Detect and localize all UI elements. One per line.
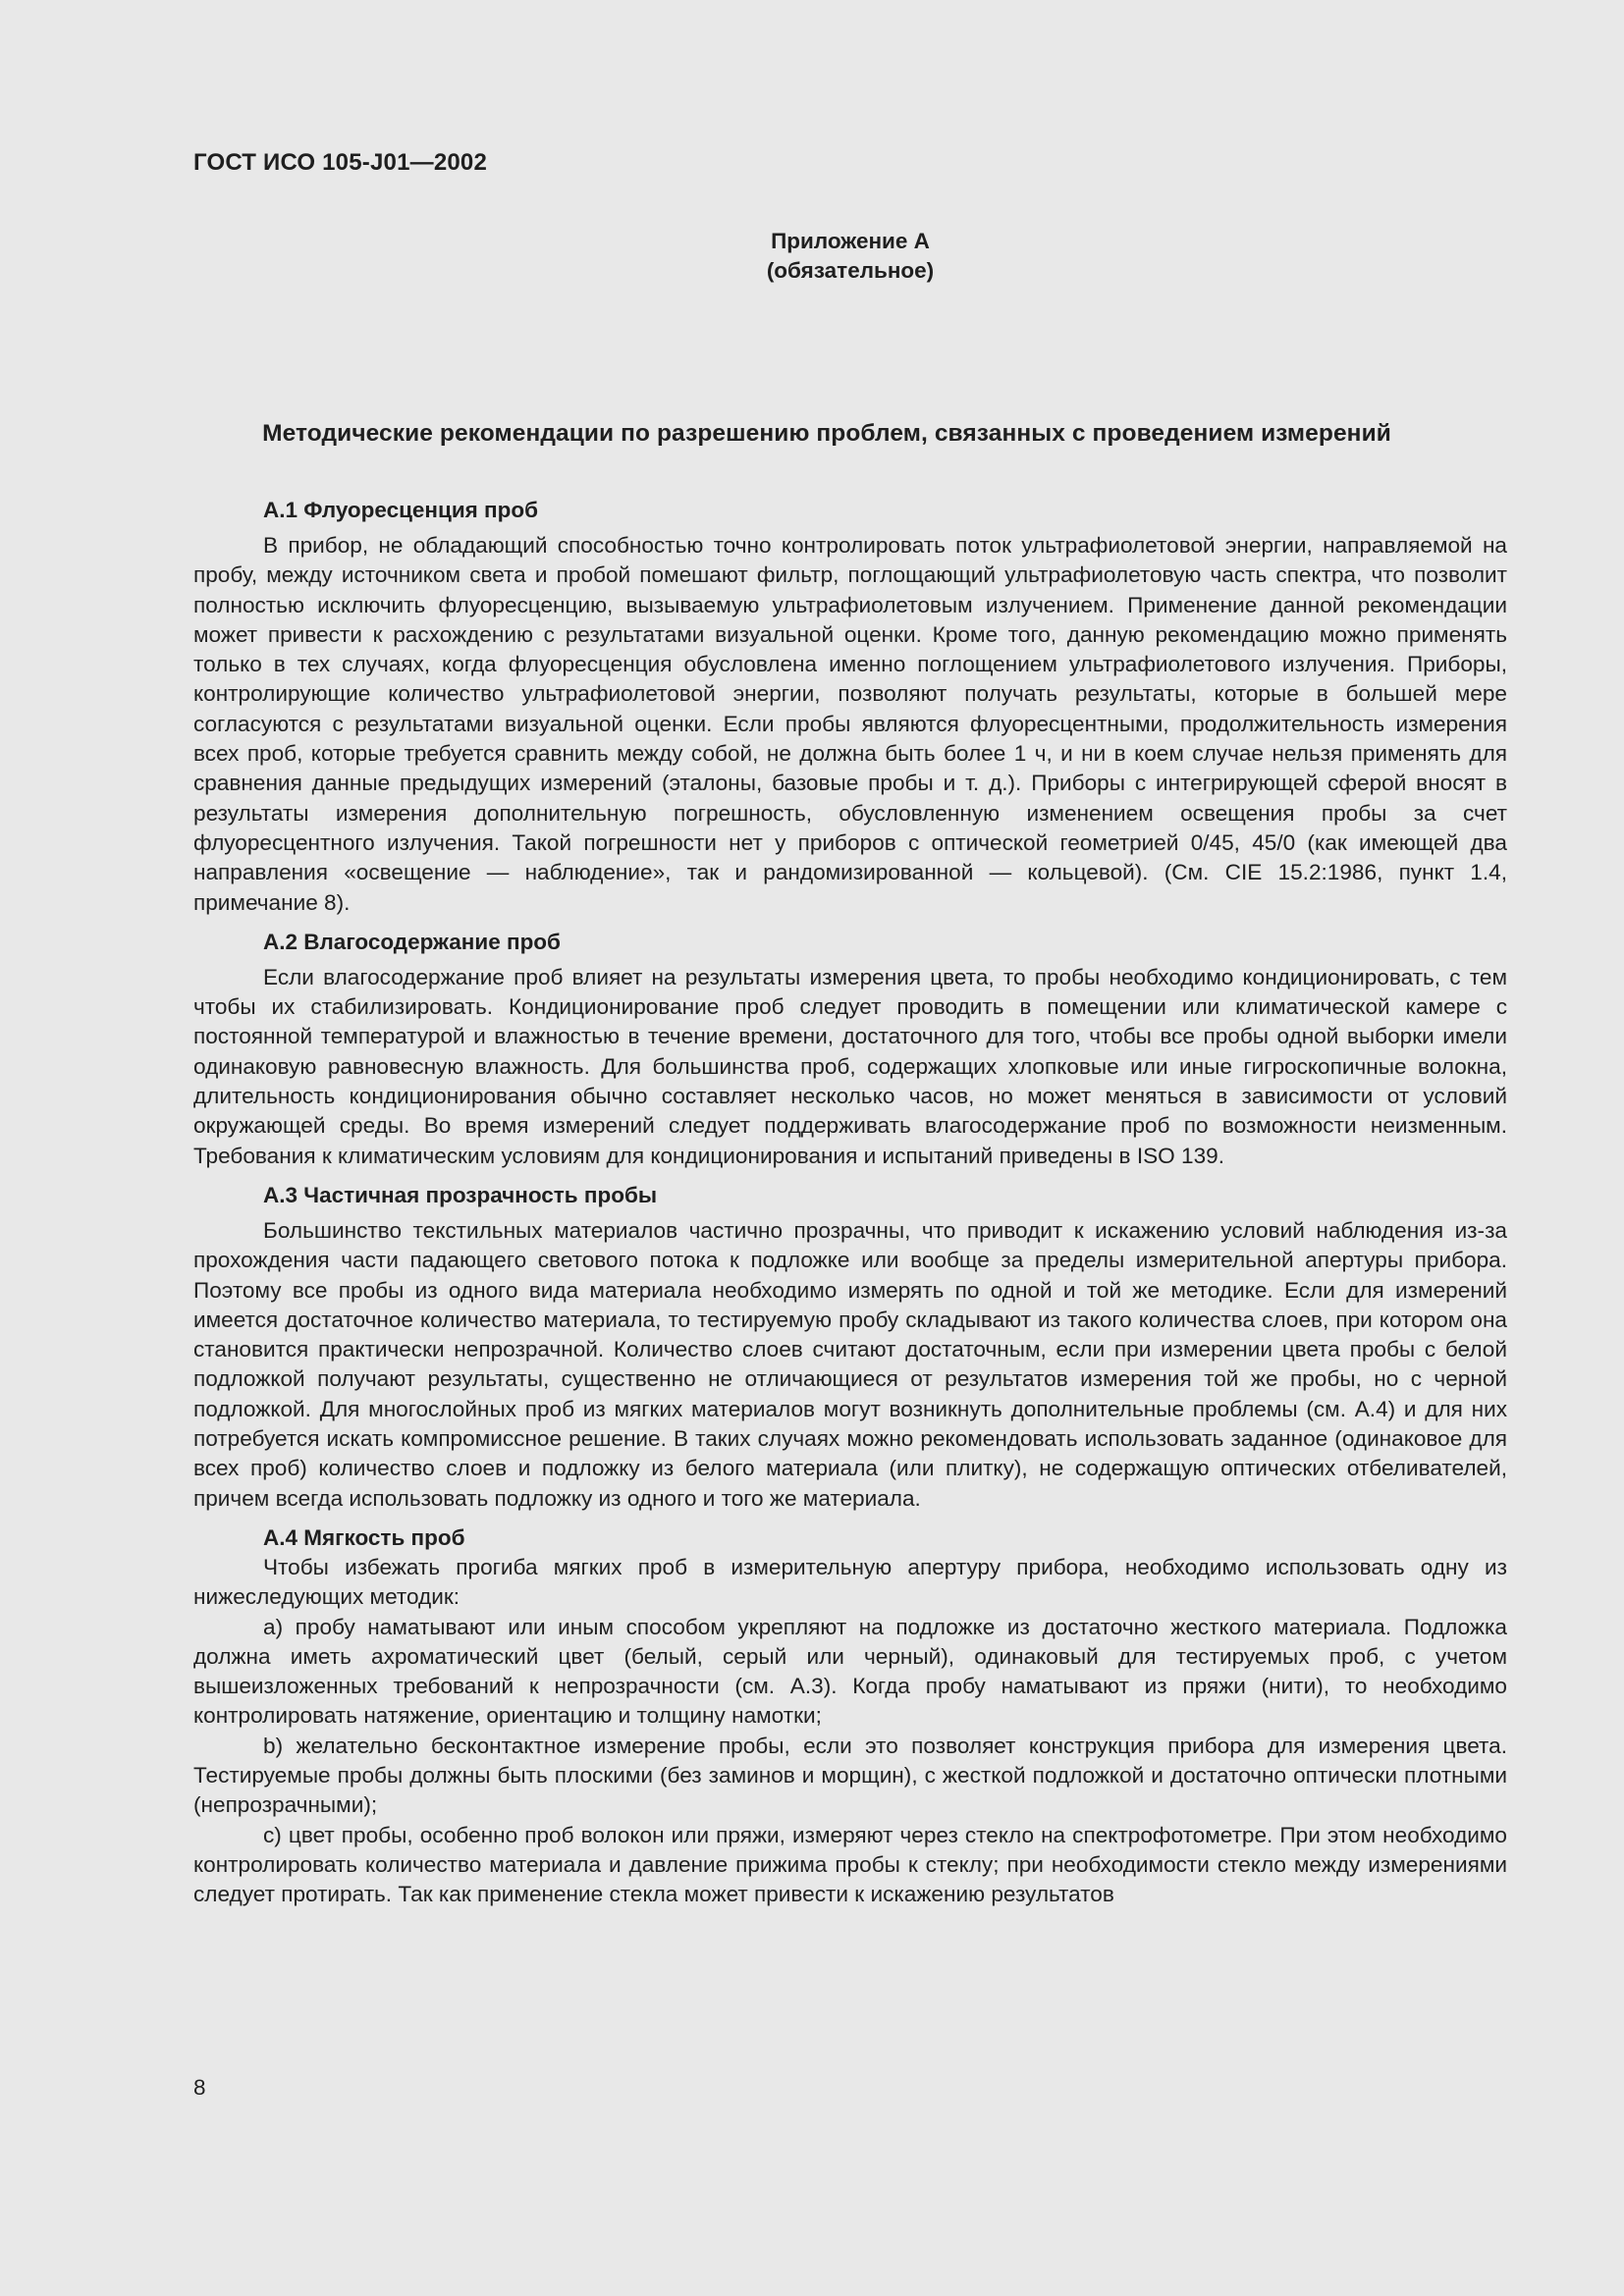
section-a2 <box>193 928 1507 1171</box>
document-code: ГОСТ ИСО 105-J01—2002 <box>193 149 488 176</box>
paragraph: Если влагосодержание проб влияет на результаты измерения цвета, то пробы необходимо кондиционировать, с тем чтобы их стабилизировать. Кондиционирование проб следует проводить в помещении или климатической камере с постоянной температурой и влажностью в течение времени, достаточного для того, чтобы все пробы одной выборки имели одинаковую равновесную влажность. Для большинства проб, содержащих хлопковые или иные гигроскопичные волокна, длительность кондиционирования обычно составляет несколько часов, но может меняться в зависимости от условий окружающей среды. Во время измерений следует поддерживать влагосодержание проб по возможности неизменным. Требования к климатическим условиям для кондиционирования и испытаний приведены в ISO 139. <box>193 964 1507 1168</box>
page-number: 8 <box>193 2075 206 2100</box>
annex-heading <box>0 227 1624 286</box>
document-body <box>193 496 1507 1909</box>
section-a3 <box>193 1181 1507 1514</box>
section-heading: А.3 Частичная прозрачность пробы <box>263 1182 658 1207</box>
annex-status: (обязательное) <box>766 258 935 283</box>
section-heading: А.4 Мягкость проб <box>263 1524 465 1550</box>
paragraph: В прибор, не обладающий способностью точно контролировать поток ультрафиолетовой энергии, направляемой на пробу, между источником света и пробой помешают фильтр, поглощающий ультрафиолетовую часть спектра, что позволит полностью исключить флуоресценцию, вызываемую ультрафиолетовым излучением. Применение данной рекомендации может привести к расхождению с результатами визуальной оценки. Кроме того, данную рекомендацию можно применять только в тех случаях, когда флуоресценция обусловлена именно поглощением ультрафиолетового излучения. Приборы, контролирующие количество ультрафиолетовой энергии, позволяют получать результаты, которые в большей мере согласуются с результатами визуальной оценки. Если пробы являются флуоресцентными, продолжительность измерения всех проб, которые требуется сравнить между собой, не должна быть более 1 ч, и ни в коем случае нельзя применять для сравнения данные предыдущих измерений (эталоны, базовые пробы и т. д.). Приборы с интегрирующей сферой вносят в результаты измерения дополнительную погрешность, обусловленную изменением освещения пробы за счет флуоресцентного излучения. Такой погрешности нет у приборов с оптической геометрией 0/45, 45/0 (как имеющей два направления «освещение — наблюдение», так и рандомизированной — кольцевой). (См. CIE 15.2:1986, пункт 1.4, примечание 8). <box>193 533 1507 915</box>
section-heading: А.2 Влагосодержание проб <box>263 929 561 954</box>
section-heading: А.1 Флуоресценция проб <box>263 498 539 522</box>
list-item-c: c) цвет пробы, особенно проб волокон или пряжи, измеряют через стекло на спектрофотометре. При этом необходимо контролировать количество материала и давление прижима пробы к стеклу; при необходимости стекло между измерениями следует протирать. Так как применение стекла может привести к искажению результатов <box>193 1822 1507 1907</box>
paragraph: Большинство текстильных материалов частично прозрачны, что приводит к искажению условий наблюдения из-за прохождения части падающего светового потока к подложке или вообще за пределы измерительной апертуры прибора. Поэтому все пробы из одного вида материала необходимо измерять по одной и той же методике. Если для измерений имеется достаточное количество материала, то тестируемую пробу складывают из такого количества слоев, при котором она становится практически непрозрачной. Количество слоев считают достаточным, если при измерении цвета пробы с белой подложкой получают результаты, существенно не отличающиеся от результатов измерения той же пробы, но с черной подложкой. Для многослойных проб из мягких материалов могут возникнуть дополнительные проблемы (см. А.4) и для них потребуется искать компромиссное решение. В таких случаях можно рекомендовать использовать заданное (одинаковое для всех проб) количество слоев и подложку из белого материала (или плитку), не содержащую оптических отбеливателей, причем всегда использовать подложку из одного и того же материала. <box>193 1217 1507 1511</box>
list-item-b: b) желательно бесконтактное измерение пробы, если это позволяет конструкция прибора для измерения цвета. Тестируемые пробы должны быть плоскими (без заминов и морщин), с жесткой подложкой и достаточно оптически плотными (непрозрачными); <box>193 1733 1507 1818</box>
section-a4 <box>193 1523 1507 1910</box>
annex-title: Приложение А <box>771 229 930 253</box>
main-title: Методические рекомендации по разрешению проблем, связанных с проведением измерений <box>262 420 1391 447</box>
paragraph: Чтобы избежать прогиба мягких проб в измерительную апертуру прибора, необходимо использовать одну из нижеследующих методик: <box>193 1554 1507 1610</box>
list-item-a: а) пробу наматывают или иным способом укрепляют на подложке из достаточно жесткого материала. Подложка должна иметь ахроматический цвет (белый, серый или черный), одинаковый для тестируемых проб, с учетом вышеизложенных требований к непрозрачности (см. А.3). Когда пробу наматывают из пряжи (нити), то необходимо контролировать натяжение, ориентацию и толщину намотки; <box>193 1614 1507 1729</box>
section-a1 <box>193 496 1507 918</box>
